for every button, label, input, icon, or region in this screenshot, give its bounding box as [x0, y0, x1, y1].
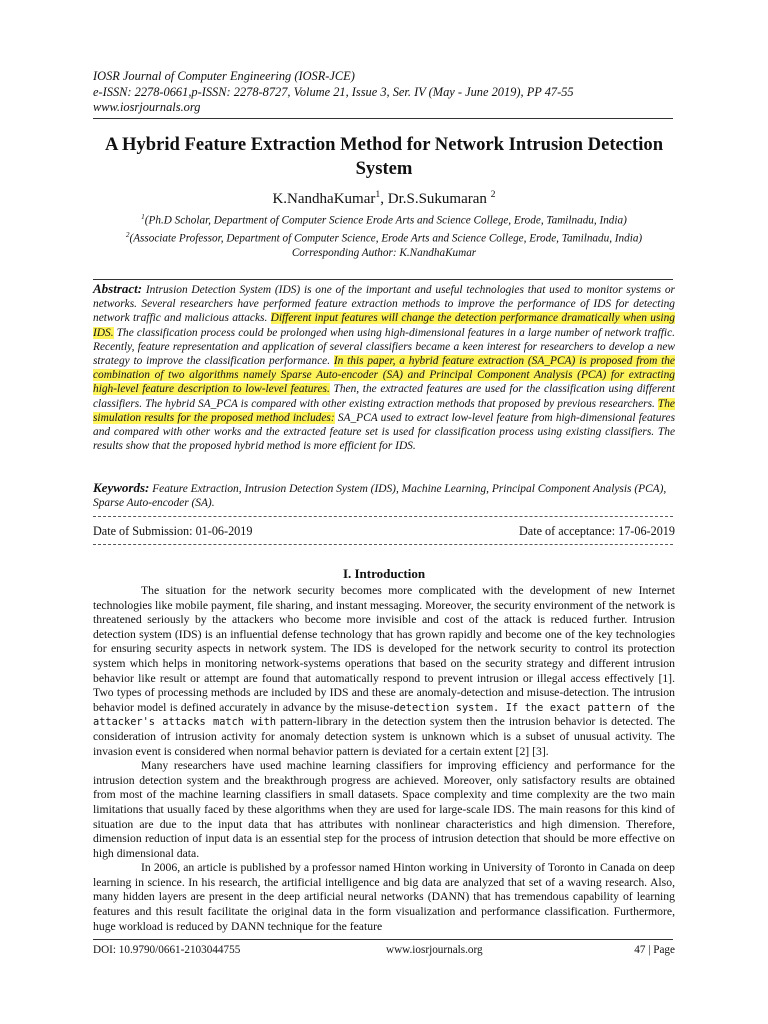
- submission-dates: [93, 524, 675, 539]
- author-1: K.NandhaKumar: [272, 191, 376, 207]
- abstract: [93, 282, 675, 453]
- paragraph-1: [93, 584, 675, 759]
- affiliation-1-mark: 1: [141, 213, 145, 221]
- footer-rule: [93, 939, 673, 940]
- keywords-text: Feature Extraction, Intrusion Detection System (IDS), Machine Learning, Principal Component Analysis (PCA), Sparse Auto-encoder (SA).: [93, 483, 667, 510]
- section-heading: I. Introduction: [342, 566, 426, 581]
- author-line: [93, 189, 675, 208]
- footer-page-number: 47 | Page: [634, 944, 675, 956]
- abstract-text-3: Then, the extracted features are used for the classification using different classifiers. The hybrid SA_PCA is compared with other existing extraction methods that proposed by previous researchers.: [93, 383, 675, 410]
- paragraph-1-text-b: pattern-library in the detection system then the intrusion behavior is detected. The consideration of intrusion activity for anomaly detection system is unknown which is a subset of unusual activity. The invasion event is considered when normal behavior pattern is deviated for a certain extent [2] [3].: [93, 715, 676, 758]
- footer-doi: DOI: 10.9790/0661-2103044755: [93, 944, 241, 956]
- abstract-label: Abstract:: [93, 281, 143, 296]
- author-1-mark: 1: [375, 189, 381, 200]
- abstract-text-2: The classification process could be prolonged when using high-dimensional features in a large number of network traffic. Recently, feature representation and application of several classifiers became a keen interest for researchers to develop a new strategy to improve the classification performance.: [93, 326, 675, 368]
- affiliation-2: [93, 228, 675, 246]
- journal-name: IOSR Journal of Computer Engineering (IOSR-JCE): [93, 69, 355, 83]
- corresponding-author: Corresponding Author: K.NandhaKumar: [291, 247, 477, 260]
- keywords-label: Keywords:: [93, 480, 150, 495]
- journal-website: www.iosrjournals.org: [93, 100, 201, 114]
- author-2-mark: 2: [490, 189, 496, 200]
- author-separator: ,: [380, 191, 388, 207]
- paper-title: A Hybrid Feature Extraction Method for Network Intrusion Detection System: [104, 134, 664, 179]
- paragraph-1-text-a: The situation for the network security becomes more complicated with the development of new Internet technologies like mobile payment, file sharing, and instant messaging. Moreover, the security environment of the network is threatened seriously by the attackers who become more invisible and cost of the attack is reduced further. Intrusion detection system (IDS) is an influential defense technology that has grown rapidly and become one of the key technologies for ensuring security aspects in network system. The IDS is developed for the network security to control its protection system which helps in monitoring network-systems operations that based on the security strategy and different intrusion behavior like result or attempt are found that automatically respond to prevent intrusion or illegal access effectively [1]. Two types of processing methods are included by IDS and these are anomaly-detection and misuse-detection. The intrusion behavior model is defined accurately in advance by the misuse-: [93, 584, 675, 714]
- journal-issn: e-ISSN: 2278-0661,p-ISSN: 2278-8727, Volume 21, Issue 3, Ser. IV (May - June 2019), PP 47-55: [93, 84, 574, 99]
- paragraph-1-mono-text: detection system. If the exact pattern of the attacker's attacks match with: [93, 701, 676, 729]
- date-of-acceptance: Date of acceptance: 17-06-2019: [519, 524, 675, 538]
- paragraph-3: In 2006, an article is published by a professor named Hinton working in University of Toronto in Canada on deep learning in science. In his research, the artificial intelligence and big data are analyzed that set of a waving research. Also, many hidden layers are present in the deep artificial neural networks (DANN) that has tremendous capability of learning features and this result facilitate the original data in the form visualization and performance classification. Furthermore, huge workload is reduced by DANN technique for the feature: [93, 861, 675, 933]
- author-2: Dr.S.Sukumaran: [387, 191, 491, 207]
- abstract-top-rule: [93, 279, 673, 280]
- journal-header: [93, 69, 574, 116]
- body-text: [93, 584, 675, 934]
- abstract-text-1: Intrusion Detection System (IDS) is one of the important and useful technologies that used to monitor systems or networks. Several researchers have performed feature extraction methods to improve the performance of IDS for detecting network traffic and malicious attacks.: [93, 284, 675, 325]
- header-rule: [93, 118, 673, 119]
- paragraph-2: Many researchers have used machine learning classifiers for improving efficiency and performance for the intrusion detection system and the breakthrough progress are achieved. Moreover, only satisfactory results are obtained from most of the machine learning classifiers in small datasets. Space complexity and time complexity are the two main limitations that usually faced by these algorithms when they are used for large-scale IDS. The main reasons for this kind of situation are due to the input data that has attributes with nonlinear characteristics and high dimension. Therefore, dimension reduction of input data is an essential step for the process of intrusion detection that should be more effective on high dimensional data.: [93, 759, 675, 860]
- date-of-submission: Date of Submission: 01-06-2019: [93, 524, 253, 538]
- affiliation-1-text: (Ph.D Scholar, Department of Computer Science Erode Arts and Science College, Erode, Tamilnadu, India): [144, 214, 627, 227]
- abstract-highlight-3: The simulation results for the proposed method includes:: [93, 397, 675, 424]
- affiliation-2-text: (Associate Professor, Department of Computer Science, Erode Arts and Science College, Erode, Tamilnadu, India): [129, 232, 643, 245]
- dates-top-divider: [93, 516, 673, 517]
- affiliations: [93, 210, 675, 260]
- abstract-highlight-1: Different input features will change the detection performance dramatically when using IDS.: [93, 312, 675, 339]
- abstract-highlight-2: In this paper, a hybrid feature extraction (SA_PCA) is proposed from the combination of two algorithms namely Sparse Auto-encoder (SA) and Principal Component Analysis (PCA) for extracting high-level feature description to low-level features.: [93, 355, 675, 396]
- dates-bottom-divider: [93, 544, 673, 545]
- footer-website: www.iosrjournals.org: [386, 944, 483, 956]
- affiliation-1: [93, 210, 675, 228]
- keywords: [93, 481, 675, 510]
- abstract-text-4: SA_PCA used to extract low-level feature from high-dimensional features and compared with other works and the extracted feature set is used for classification process using existing classifiers. The results show that the proposed hybrid method is more efficient for IDS.: [93, 411, 676, 453]
- affiliation-2-mark: 2: [125, 231, 130, 240]
